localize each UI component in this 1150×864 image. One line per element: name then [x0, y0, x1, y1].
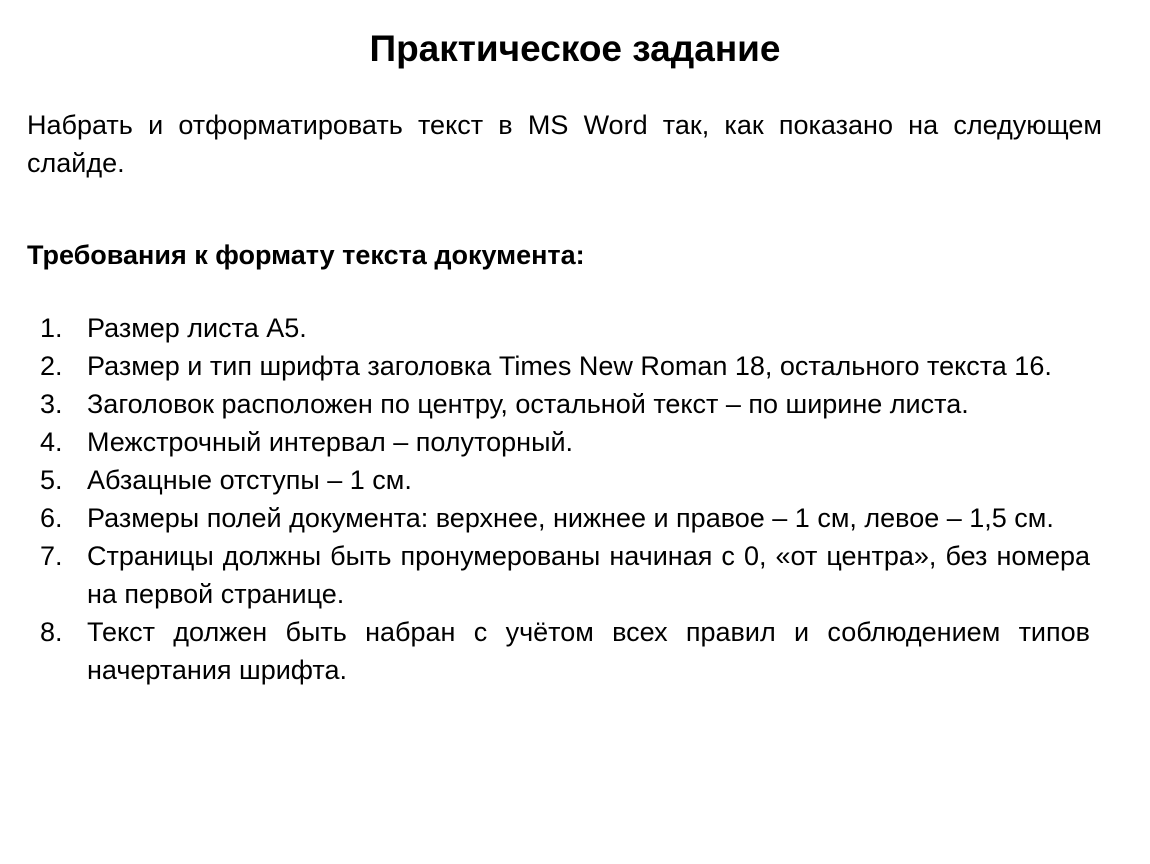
requirement-text: Размер листа А5.	[87, 313, 307, 343]
requirement-text: Абзацные отступы – 1 см.	[87, 465, 412, 495]
requirement-number: 4.	[40, 427, 63, 457]
requirement-number: 2.	[40, 351, 63, 381]
requirement-item	[40, 537, 1090, 613]
intro-paragraph: Набрать и отформатировать текст в MS Word так, как показано на следующем слайде.	[27, 110, 1102, 178]
requirement-text: Межстрочный интервал – полуторный.	[87, 427, 574, 457]
requirement-text: Заголовок расположен по центру, остальной текст – по ширине листа.	[87, 389, 969, 419]
requirement-number: 3.	[40, 389, 63, 419]
requirement-number: 6.	[40, 503, 63, 533]
requirements-list	[40, 309, 1090, 689]
requirement-text: Размеры полей документа: верхнее, нижнее и правое – 1 см, левое – 1,5 см.	[87, 503, 1054, 533]
requirement-item	[40, 499, 1090, 537]
requirement-item	[40, 309, 1090, 347]
requirement-text: Текст должен быть набран с учётом всех правил и соблюдением типов начертания шрифта.	[87, 617, 1090, 685]
requirement-number: 7.	[40, 541, 63, 571]
requirement-text: Размер и тип шрифта заголовка Times New Roman 18, остального текста 16.	[87, 351, 1052, 381]
requirement-item	[40, 613, 1090, 689]
requirement-item	[40, 461, 1090, 499]
requirement-item	[40, 423, 1090, 461]
slide-title: Практическое задание	[369, 28, 781, 69]
requirement-text: Страницы должны быть пронумерованы начиная с 0, «от центра», без номера на первой странице.	[87, 541, 1090, 609]
requirement-number: 1.	[40, 313, 63, 343]
requirement-number: 5.	[40, 465, 63, 495]
requirement-item	[40, 347, 1090, 385]
requirement-item	[40, 385, 1090, 423]
requirement-number: 8.	[40, 617, 63, 647]
requirements-heading: Требования к формату текста документа:	[27, 240, 585, 270]
